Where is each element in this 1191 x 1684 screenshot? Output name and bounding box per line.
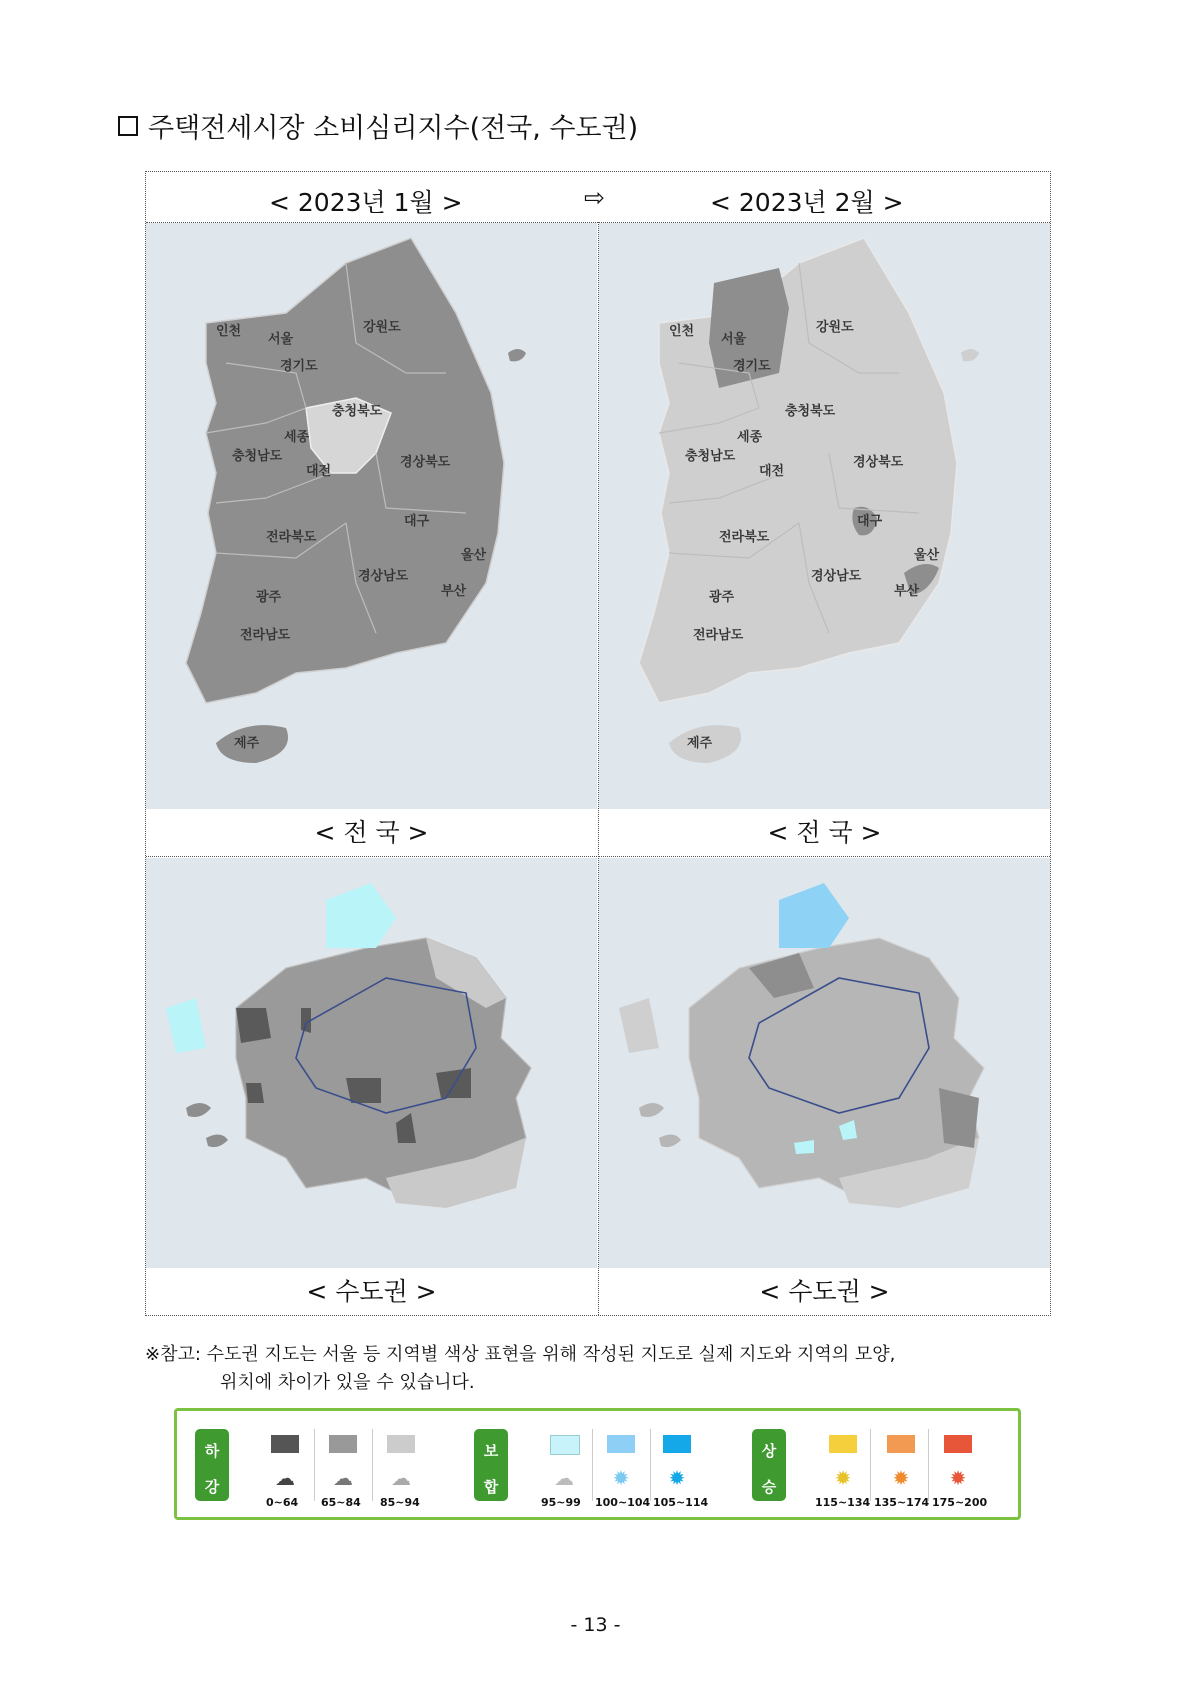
label-seoul: 서울: [268, 332, 294, 347]
month-header: [146, 172, 1050, 223]
cloud-icon: ☁: [391, 1466, 411, 1490]
legend-group-fall: [195, 1429, 229, 1501]
legend-group-flat: [474, 1429, 508, 1501]
light-cloud-icon: ☁: [554, 1466, 574, 1490]
legend-divider: [650, 1429, 651, 1501]
legend-range: 105~114: [653, 1496, 709, 1509]
label-daegu: 대구: [857, 514, 883, 529]
storm-cloud-icon: ☁: [275, 1466, 295, 1490]
label-jeju: 제주: [234, 736, 260, 751]
note-line-1: ※참고: 수도권 지도는 서울 등 지역별 색상 표현을 위해 작성된 지도로 실제 지도와 지역의 모양,: [145, 1344, 896, 1365]
label-gyeongnam: 경상남도: [811, 569, 862, 584]
legend-range: 115~134: [815, 1496, 871, 1509]
caption-national-jan: < 전 국 >: [146, 809, 597, 857]
legend-group-label-top: 하: [204, 1442, 220, 1460]
legend-range: 100~104: [595, 1496, 651, 1509]
legend-swatch: [607, 1435, 635, 1453]
national-map-jan: [146, 223, 597, 809]
caption-national-feb: < 전 국 >: [599, 809, 1050, 857]
caption-capital-feb: < 수도권 >: [759, 1277, 890, 1306]
legend-divider: [870, 1429, 871, 1501]
label-jeonbuk: 전라북도: [266, 530, 317, 545]
legend-swatch: [663, 1435, 691, 1453]
legend-divider: [372, 1429, 373, 1501]
label-seoul: 서울: [721, 332, 747, 347]
legend-swatch: [271, 1435, 299, 1453]
legend-range: 65~84: [321, 1496, 361, 1509]
national-map-shape: [186, 238, 526, 763]
label-incheon: 인천: [216, 324, 242, 339]
legend-divider: [592, 1429, 593, 1501]
month-left: < 2023년 1월 >: [269, 188, 463, 217]
national-map-feb: [599, 223, 1050, 809]
label-gwangju: 광주: [709, 590, 735, 605]
label-jeju: 제주: [687, 736, 713, 751]
label-busan: 부산: [441, 584, 467, 599]
blue-sun-icon: ✹: [668, 1466, 686, 1490]
arrow-icon: ⇨: [584, 183, 605, 212]
label-gyeongbuk: 경상북도: [853, 455, 904, 470]
capital-map-shape: [166, 883, 531, 1208]
legend-group-label-top: 보: [483, 1442, 499, 1460]
label-chungnam: 충청남도: [685, 449, 736, 464]
capital-map-jan: [146, 858, 597, 1268]
note-line-2: 위치에 차이가 있을 수 있습니다.: [220, 1372, 475, 1393]
legend-group-rise: [752, 1429, 786, 1501]
legend-group-label-top: 상: [761, 1442, 777, 1460]
map-grid: [145, 171, 1051, 1316]
label-gyeongnam: 경상남도: [358, 569, 409, 584]
legend-swatch: [387, 1435, 415, 1453]
page-number: - 13 -: [570, 1614, 621, 1636]
note: [145, 1341, 1065, 1397]
national-map-shape: [639, 238, 979, 763]
label-incheon: 인천: [669, 324, 695, 339]
legend-swatch: [829, 1435, 857, 1453]
legend-group-label-bottom: 강: [204, 1478, 220, 1496]
label-gyeongbuk: 경상북도: [400, 455, 451, 470]
yellow-sun-icon: ✹: [834, 1466, 852, 1490]
label-daegu: 대구: [404, 514, 430, 529]
legend-range: 135~174: [874, 1496, 930, 1509]
label-gangwon: 강원도: [816, 320, 854, 335]
label-busan: 부산: [894, 584, 920, 599]
legend-range: 85~94: [380, 1496, 420, 1509]
page-title-text: 주택전세시장 소비심리지수(전국, 수도권): [148, 113, 639, 144]
legend-group-label-bottom: 합: [483, 1478, 499, 1496]
legend-range: 0~64: [266, 1496, 299, 1509]
caption-capital-jan: < 수도권 >: [306, 1277, 437, 1306]
legend-range: 175~200: [932, 1496, 988, 1509]
legend-divider: [314, 1429, 315, 1501]
label-sejong: 세종: [737, 430, 763, 445]
legend-group-label-bottom: 승: [761, 1478, 777, 1496]
label-gyeonggi: 경기도: [280, 359, 318, 374]
light-blue-sun-icon: ✹: [612, 1466, 630, 1490]
page-title: [118, 106, 638, 145]
red-sun-icon: ✹: [949, 1466, 967, 1490]
checkbox-icon: [118, 116, 138, 136]
label-gyeonggi: 경기도: [733, 359, 771, 374]
capital-map-shape: [619, 883, 984, 1208]
label-ulsan: 울산: [914, 548, 940, 563]
label-sejong: 세종: [284, 430, 310, 445]
rain-cloud-icon: ☁: [333, 1466, 353, 1490]
month-right: < 2023년 2월 >: [710, 188, 904, 217]
legend-swatch: [887, 1435, 915, 1453]
orange-sun-icon: ✹: [892, 1466, 910, 1490]
label-chungbuk: 충청북도: [332, 404, 383, 419]
label-daejeon: 대전: [306, 464, 332, 479]
label-jeonnam: 전라남도: [693, 628, 744, 643]
capital-map-feb: [599, 858, 1050, 1268]
legend: [174, 1408, 1021, 1520]
label-daejeon: 대전: [759, 464, 785, 479]
label-chungbuk: 충청북도: [785, 404, 836, 419]
label-gwangju: 광주: [256, 590, 282, 605]
label-chungnam: 충청남도: [232, 449, 283, 464]
label-jeonnam: 전라남도: [240, 628, 291, 643]
legend-divider: [928, 1429, 929, 1501]
legend-swatch: [329, 1435, 357, 1453]
label-gangwon: 강원도: [363, 320, 401, 335]
label-jeonbuk: 전라북도: [719, 530, 770, 545]
legend-swatch: [550, 1435, 580, 1455]
legend-range: 95~99: [541, 1496, 581, 1509]
label-ulsan: 울산: [461, 548, 487, 563]
legend-swatch: [944, 1435, 972, 1453]
